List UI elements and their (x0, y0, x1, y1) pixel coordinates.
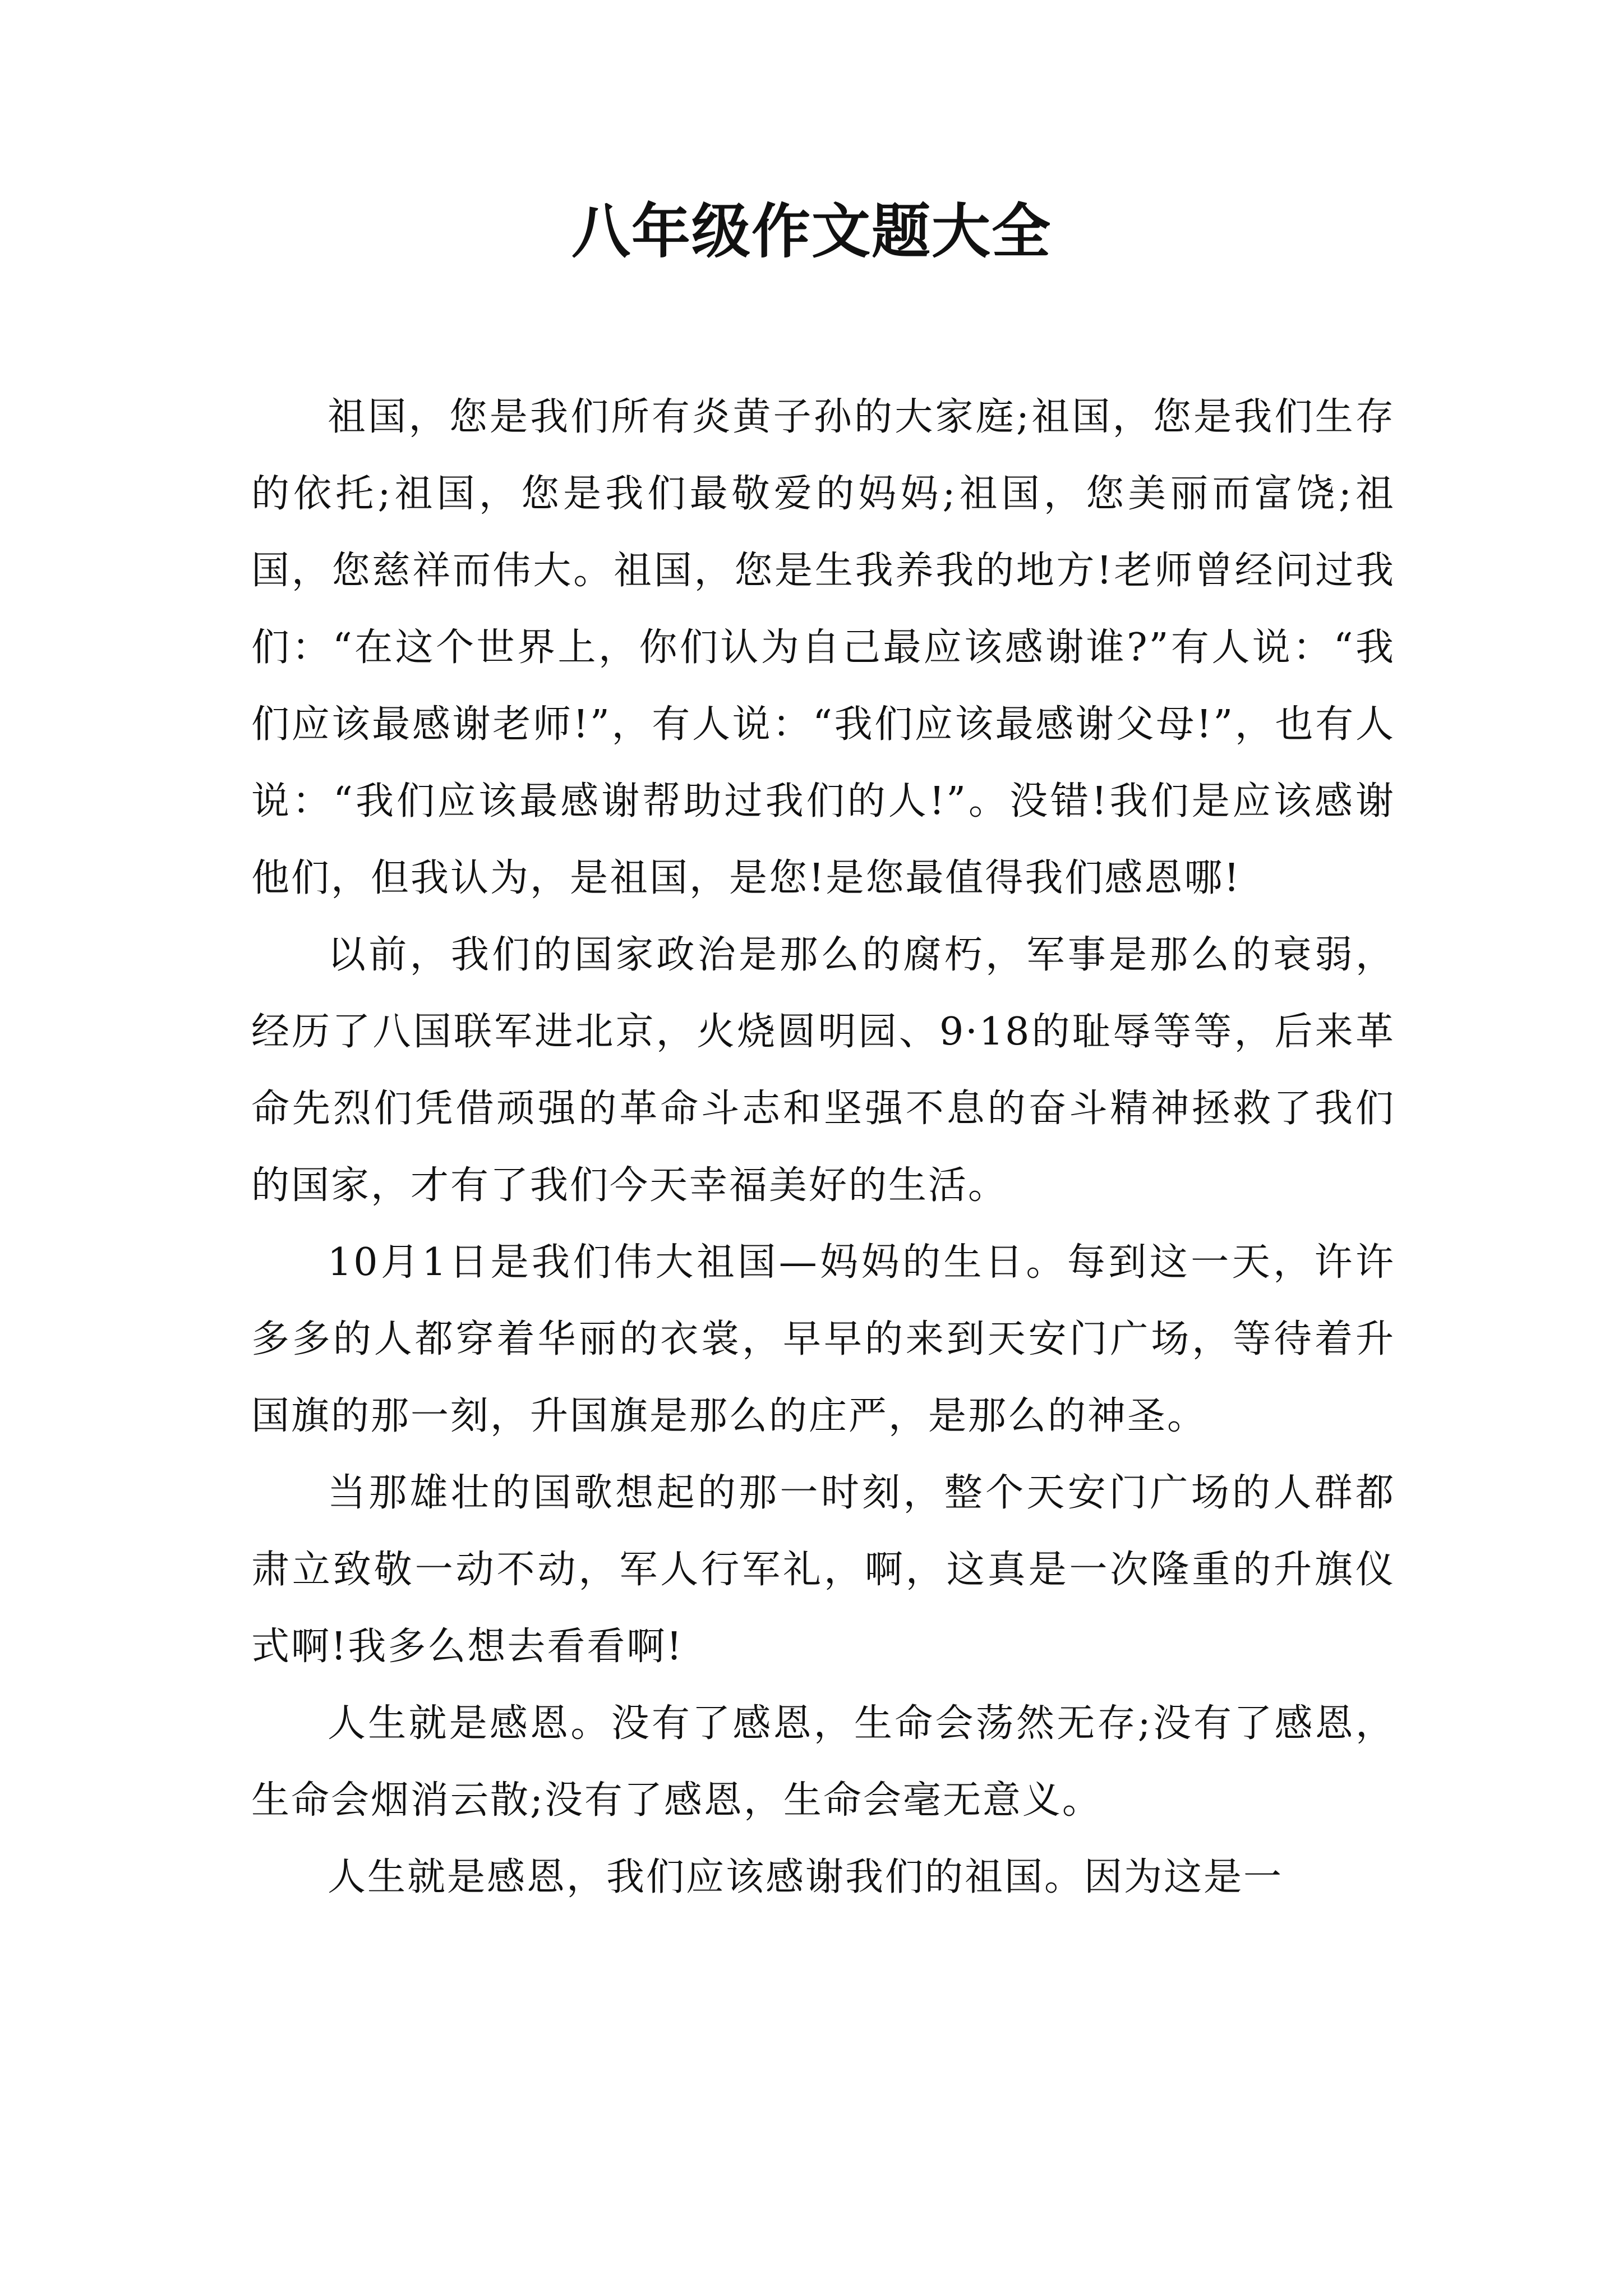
paragraph: 祖国，您是我们所有炎黄子孙的大家庭;祖国，您是我们生存的依托;祖国，您是我们最敬爱的妈妈;祖国，您美丽而富饶;祖国，您慈祥而伟大。祖国，您是生我养我的地方!老师曾经问过我们：“在这个世界上，你们认为自己最应该感谢谁?”有人说：“我们应该最感谢老师!”，有人说：“我们应该最感谢父母!”，也有人说：“我们应该最感谢帮助过我们的人!”。没错!我们是应该感谢他们，但我认为，是祖国，是您!是您最值得我们感恩哪! (251, 395, 1395, 900)
paragraph: 人生就是感恩。没有了感恩，生命会荡然无存;没有了感恩，生命会烟消云散;没有了感恩，生命会毫无意义。 (251, 1701, 1395, 1823)
document-body (251, 379, 1395, 1916)
paragraph: 人生就是感恩，我们应该感谢我们的祖国。因为这是一 (328, 1855, 1284, 1899)
paragraph: 当那雄壮的国歌想起的那一时刻，整个天安门广场的人群都肃立致敬一动不动，军人行军礼，啊，这真是一次隆重的升旗仪式啊!我多么想去看看啊! (251, 1471, 1395, 1669)
document-title: 八年级作文题大全 (571, 197, 1052, 266)
paragraph: 以前，我们的国家政治是那么的腐朽，军事是那么的衰弱，经历了八国联军进北京，火烧圆明园、9·18的耻辱等等，后来革命先烈们凭借顽强的革命斗志和坚强不息的奋斗精神拯救了我们的国家，才有了我们今天幸福美好的生活。 (251, 933, 1395, 1208)
paragraph: 10月1日是我们伟大祖国—妈妈的生日。每到这一天，许许多多的人都穿着华丽的衣裳，早早的来到天安门广场，等待着升国旗的那一刻，升国旗是那么的庄严，是那么的神圣。 (251, 1240, 1395, 1438)
